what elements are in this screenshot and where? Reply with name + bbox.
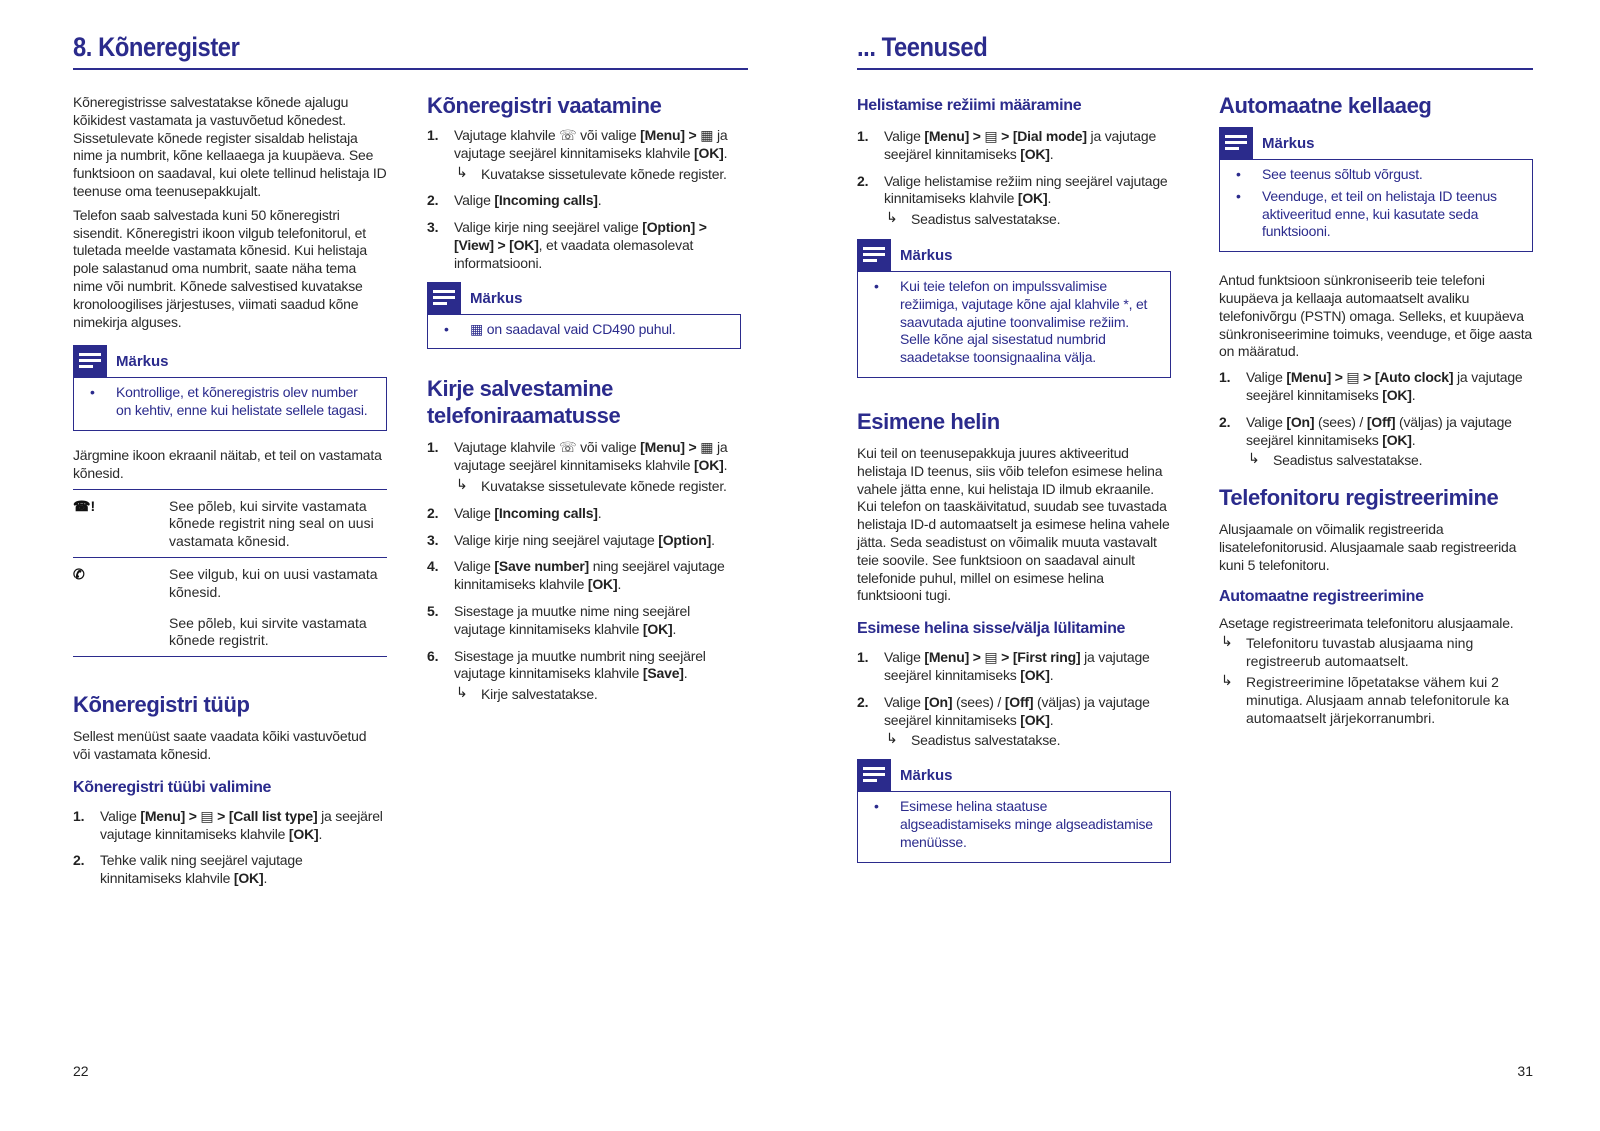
list-item: 1. Valige [Menu] > ▤ > [Call list type] ja seejärel vajutage kinnitamiseks klahvile [OK]. [73,807,383,842]
list-item: 3. Valige kirje ning seejärel valige [Option] > [View] > [OK], et vaadata olemasolevat informatsiooni. [427,219,707,271]
section-title: Esimene helin [857,408,1000,434]
list-item: 2. Valige [Incoming calls]. [427,504,602,521]
result-arrow-icon: ↳ [886,730,898,747]
note-item: • Esimese helina staatuse algseadistamiseks minge algseadistamise menüüsse. [868,798,1160,851]
list-item: 2. Valige helistamise režiim ning seejärel vajutage kinnitamiseks klahvile [OK]. ↳ Seadistus salvestatakse. [857,172,1168,228]
steps-list [1219,369,1533,470]
icon-description-2: See põleb, kui sirvite vastamata kõnede registrit. [169,614,367,649]
note-item: • Kui teie telefon on impulssvalimise režiimiga, vajutage kõne ajal klahvile *, et saavutada ajutine toonvalimise režiim. Selle kõne ajal sisestatud numbrid saadetakse toonsignaalina välja. [868,278,1160,367]
section-title: Kirje salvestamine telefoniraamatusse [427,376,621,429]
menu-icon: ▤ [984,128,998,144]
phonebook-icon: ▦ [470,320,484,337]
note-title: Märkus [900,246,953,264]
steps-list [857,128,1171,229]
call-log-icon: ☏ [559,127,577,143]
menu-icon: ▤ [200,807,214,824]
list-item: 6. Sisestage ja muutke numbrit ning seejärel vajutage kinnitamiseks klahvile [Save]. ↳ Kirje salvestatakse. [427,647,706,703]
menu-icon: ▤ [1346,369,1360,386]
right-page [857,0,1533,1131]
chapter-title: ... Teenused [857,32,988,62]
result-arrow-icon: ↳ [1221,671,1233,688]
section-title: Telefonitoru registreerimine [1219,485,1499,511]
note-item: • See teenus sõltub võrgust. [1230,166,1522,184]
note-title: Märkus [470,289,523,307]
steps-list [73,808,387,888]
list-item: 1. Valige [Menu] > ▤ > [First ring] ja vajutage seejärel kinnitamiseks [OK]. [857,649,1150,683]
section-body: Alusjaamale on võimalik registreerida lisatelefonitorusid. Alusjaamale saab registreerida kuni 5 telefonitoru. [1219,521,1517,573]
menu-icon: ▤ [984,649,998,666]
section-title: Automaatne kellaaeg [1219,93,1432,118]
chapter-header [857,32,1533,70]
result-arrow-icon: ↳ [456,475,468,492]
subsection-title: Kõneregistri tüübi valimine [73,778,272,796]
list-item: 4. Valige [Save number] ning seejärel vajutage kinnitamiseks klahvile [OK]. [427,558,725,593]
subsection-title: Automaatne registreerimine [1219,587,1424,605]
note-item: • ▦ on saadaval vaid CD490 puhul. [438,321,730,339]
note-icon [73,345,107,377]
page-number: 31 [1517,1063,1533,1079]
result-arrow-icon: ↳ [1221,633,1233,650]
list-item: 2. Valige [On] (sees) / [Off] (väljas) ja vajutage seejärel kinnitamiseks [OK]. ↳ Seadistus salvestatakse. [1219,413,1512,469]
steps-list [427,439,741,704]
result-arrow-icon: ↳ [456,684,468,701]
intro-paragraph: Kõneregistrisse salvestatakse kõnede ajalugu kõikidest vastamata ja vastuvõetud kõnedest. Sissetulevate kõnede register sisaldab helistaja nime ja numbrit, kõne kellaaega ja kuupäeva. See funktsioon on saadaval, kui olete tellinud helistaja ID teenuse oma teenusepakkujalt. [73,94,387,199]
list-item: 2. Tehke valik ning seejärel vajutage kinnitamiseks klahvile [OK]. [73,852,303,887]
section-body: Kui teil on teenusepakkuja juures aktiveeritud helistaja ID teenus, siis võib telefon esimese helina vahele jätta enne, kui helistaja ID ilmub ekraanile. Kui telefon on taaskäivitatud, suudab see tuvastada helistaja ID-d automaatselt ja esimese helina vahele jätta. Seda seadistust on võimalik muuta vastavalt teie soovile. See funktsioon on saadaval ainult telefonide puhul, millel on esimese helina funktsiooni tugi. [857,444,1170,604]
icon-table [73,489,387,658]
call-log-icon: ☏ [559,439,577,456]
note-icon [857,239,891,271]
note-icon [857,759,891,791]
note-box [1219,127,1533,252]
note-box [73,345,387,431]
result-list [1219,635,1533,727]
list-item: ↳ Telefonitoru tuvastab alusjaama ning registreerub automaatselt. [1221,633,1474,670]
list-item: 5. Sisestage ja muutke nime ning seejärel vajutage kinnitamiseks klahvile [OK]. [427,602,690,637]
list-item: 3. Valige kirje ning seejärel vajutage [Option]. [427,531,715,548]
phonebook-icon: ▦ [700,127,714,143]
subsection-title: Helistamise režiimi määramine [857,97,1082,114]
note-icon [427,282,461,314]
note-box [857,759,1171,862]
table-row [73,558,387,657]
section-body: Antud funktsioon sünkroniseerib teie telefoni kuupäeva ja kellaaja automaatselt avaliku telefonivõrgu (PSTN) omaga. Selleks, et kuupäeva sünkroniseerimine toimuks, veenduge, et õige aasta on määratud. [1219,272,1532,360]
chapter-header [73,32,748,70]
steps-list [427,127,741,273]
note-box [427,282,741,350]
new-missed-call-icon: ✆ [73,565,85,582]
note-item: • Kontrollige, et kõneregistris olev number on kehtiv, enne kui helistate sellele tagasi. [84,384,376,420]
note-title: Märkus [900,767,953,785]
section-body: Asetage registreerimata telefonitoru alusjaamale. [1219,614,1514,631]
right-column-2 [1219,92,1533,727]
intro-paragraph-2: Telefon saab salvestada kuni 50 kõneregistri sisendit. Kõneregistri ikoon vilgub telefonitorul, et tuletada meelde vastamata kõnesid. Kui helistaja pole salastanud oma numbrit, saate näha tema nime või numbrit. Kõnede salvestised kuvatakse kronoloogilises järjestuses, viimati saadud kõne nimekirja alguses. [73,206,367,330]
steps-list [857,649,1171,750]
list-item: 1. Vajutage klahvile ☏ või valige [Menu] > ▦ ja vajutage seejärel kinnitamiseks klahvile [OK]. ↳ Kuvatakse sissetulevate kõnede register. [427,127,728,182]
phonebook-icon: ▦ [700,439,714,456]
note-title: Märkus [1262,135,1315,152]
section-title: Kõneregistri tüüp [73,692,250,718]
note-item: • Veenduge, et teil on helistaja ID teenus aktiveeritud enne, kui kasutate seda funktsiooni. [1230,188,1522,241]
left-page [73,0,748,1131]
section-title: Kõneregistri vaatamine [427,93,662,118]
icon-intro: Järgmine ikoon ekraanil näitab, et teil on vastamata kõnesid. [73,446,382,481]
page-number: 22 [73,1063,89,1079]
table-row [73,490,387,558]
result-arrow-icon: ↳ [456,163,468,180]
chapter-title: 8. Kõneregister [73,32,240,62]
section-body: Sellest menüüst saate vaadata kõiki vastuvõetud või vastamata kõnesid. [73,728,367,762]
icon-description: See põleb, kui sirvite vastamata kõnede registrit ning seal on uusi vastamata kõnesid. [169,497,374,550]
left-column-1 [73,94,387,897]
list-item: 1. Valige [Menu] > ▤ > [Dial mode] ja vajutage seejärel kinnitamiseks [OK]. [857,128,1157,162]
list-item: 1. Vajutage klahvile ☏ või valige [Menu] > ▦ ja vajutage seejärel kinnitamiseks klahvile [OK]. ↳ Kuvatakse sissetulevate kõnede register. [427,439,728,494]
list-item: ↳ Registreerimine lõpetatakse vähem kui 2 minutiga. Alusjaam annab telefonitorule ka automaatselt järjekorranumbri. [1221,671,1510,726]
left-column-2 [427,92,741,713]
note-box [857,239,1171,378]
list-item: 2. Valige [Incoming calls]. [427,192,602,209]
result-arrow-icon: ↳ [886,209,898,226]
list-item: 1. Valige [Menu] > ▤ > [Auto clock] ja vajutage seejärel kinnitamiseks [OK]. [1219,369,1523,403]
icon-description: See vilgub, kui on uusi vastamata kõnesid. [169,565,378,600]
right-column-1 [857,96,1171,863]
note-title: Märkus [116,353,169,371]
missed-call-icon: ☎! [73,497,96,514]
note-icon [1219,127,1253,159]
subsection-title: Esimese helina sisse/välja lülitamine [857,620,1126,638]
result-arrow-icon: ↳ [1248,450,1260,467]
list-item: 2. Valige [On] (sees) / [Off] (väljas) ja vajutage seejärel kinnitamiseks [OK]. ↳ Seadistus salvestatakse. [857,693,1150,749]
